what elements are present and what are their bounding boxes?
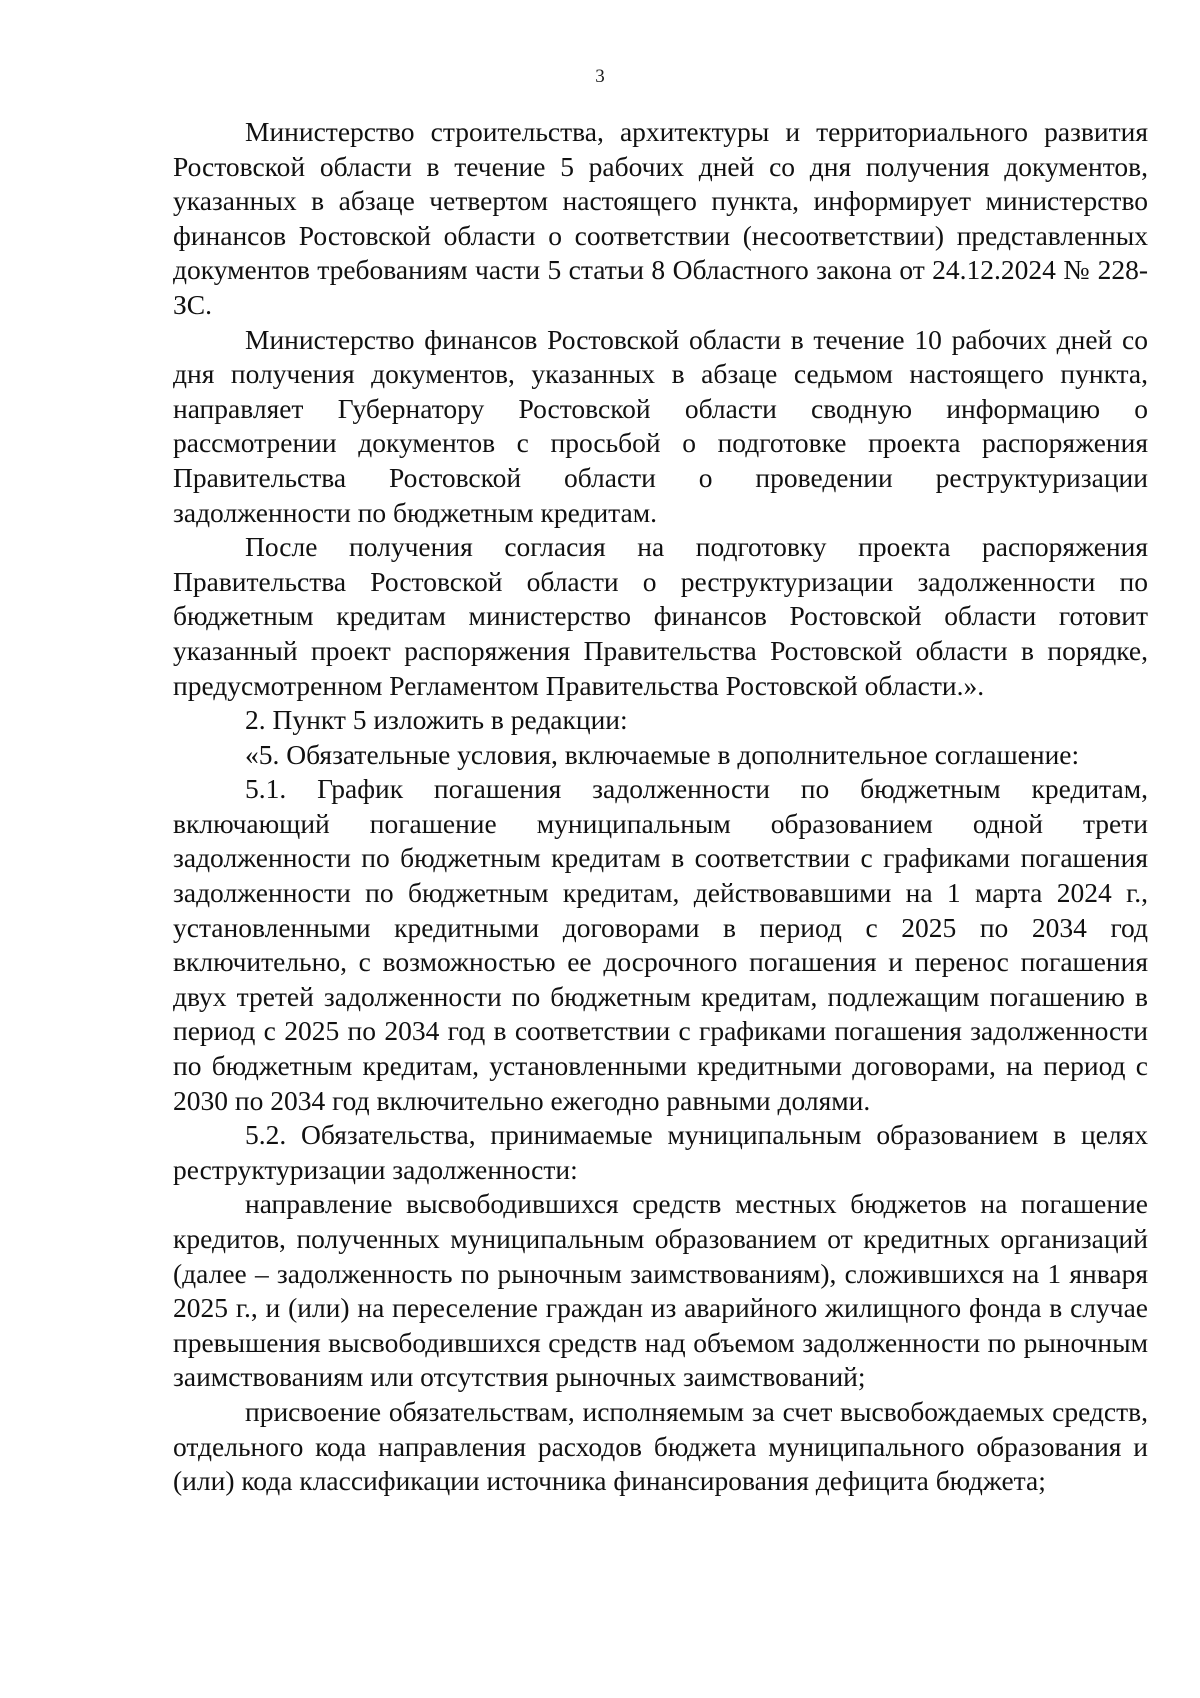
paragraph-released-funds: направление высвободившихся средств местных бюджетов на погашение кредитов, полученных муниципальным образованием от кредитных организаций (далее – задолженность по рыночным заимствованиям), сложившихся на 1 января 2025 г., и (или) на переселение граждан из аварийного жилищного фонда в случае превышения высвободившихся средств над объемом задолженности по рыночным заимствованиям или отсутствия рыночных заимствований; [173, 1188, 1148, 1393]
document-body [173, 115, 1148, 1499]
paragraph-ministry-construction: Министерство строительства, архитектуры и территориального развития Ростовской области в течение 5 рабочих дней со дня получения документов, указанных в абзаце четвертом настоящего пункта, информирует министерство финансов Ростовской области о соответствии (несоответствии) представленных документов требованиям части 5 статьи 8 Областного закона от 24.12.2024 № 228-ЗС. [173, 116, 1148, 320]
paragraph-item-2: 2. Пункт 5 изложить в редакции: [245, 704, 628, 736]
paragraph-item-5-1: 5.1. График погашения задолженности по бюджетным кредитам, включающий погашение муниципальным образованием одной трети задолженности по бюджетным кредитам в соответствии с графиками погашения задолженности по бюджетным кредитам, действовавшими на 1 марта 2024 г., установленными кредитными договорами в период с 2025 по 2034 год включительно, с возможностью ее досрочного погашения и перенос погашения двух третей задолженности по бюджетным кредитам, подлежащим погашению в период с 2025 по 2034 год в соответствии с графиками погашения задолженности по бюджетным кредитам, установленными кредитными договорами, на период с 2030 по 2034 год включительно ежегодно равными долями. [173, 773, 1148, 1116]
paragraph-item-5: «5. Обязательные условия, включаемые в дополнительное соглашение: [245, 738, 1080, 770]
page-number: 3 [595, 66, 605, 87]
paragraph-ministry-finance: Министерство финансов Ростовской области в течение 10 рабочих дней со дня получения документов, указанных в абзаце седьмом настоящего пункта, направляет Губернатору Ростовской области сводную информацию о рассмотрении документов с просьбой о подготовке проекта распоряжения Правительства Ростовской области о проведении реструктуризации задолженности по бюджетным кредитам. [173, 323, 1148, 528]
paragraph-item-5-2: 5.2. Обязательства, принимаемые муниципальным образованием в целях реструктуризации задолженности: [173, 1119, 1148, 1185]
paragraph-expense-code: присвоение обязательствам, исполняемым за счет высвобождаемых средств, отдельного кода направления расходов бюджета муниципального образования и (или) кода классификации источника финансирования дефицита бюджета; [173, 1395, 1148, 1497]
paragraph-after-consent: После получения согласия на подготовку проекта распоряжения Правительства Ростовской области о реструктуризации задолженности по бюджетным кредитам министерство финансов Ростовской области готовит указанный проект распоряжения Правительства Ростовской области в порядке, предусмотренном Регламентом Правительства Ростовской области.». [173, 531, 1148, 701]
